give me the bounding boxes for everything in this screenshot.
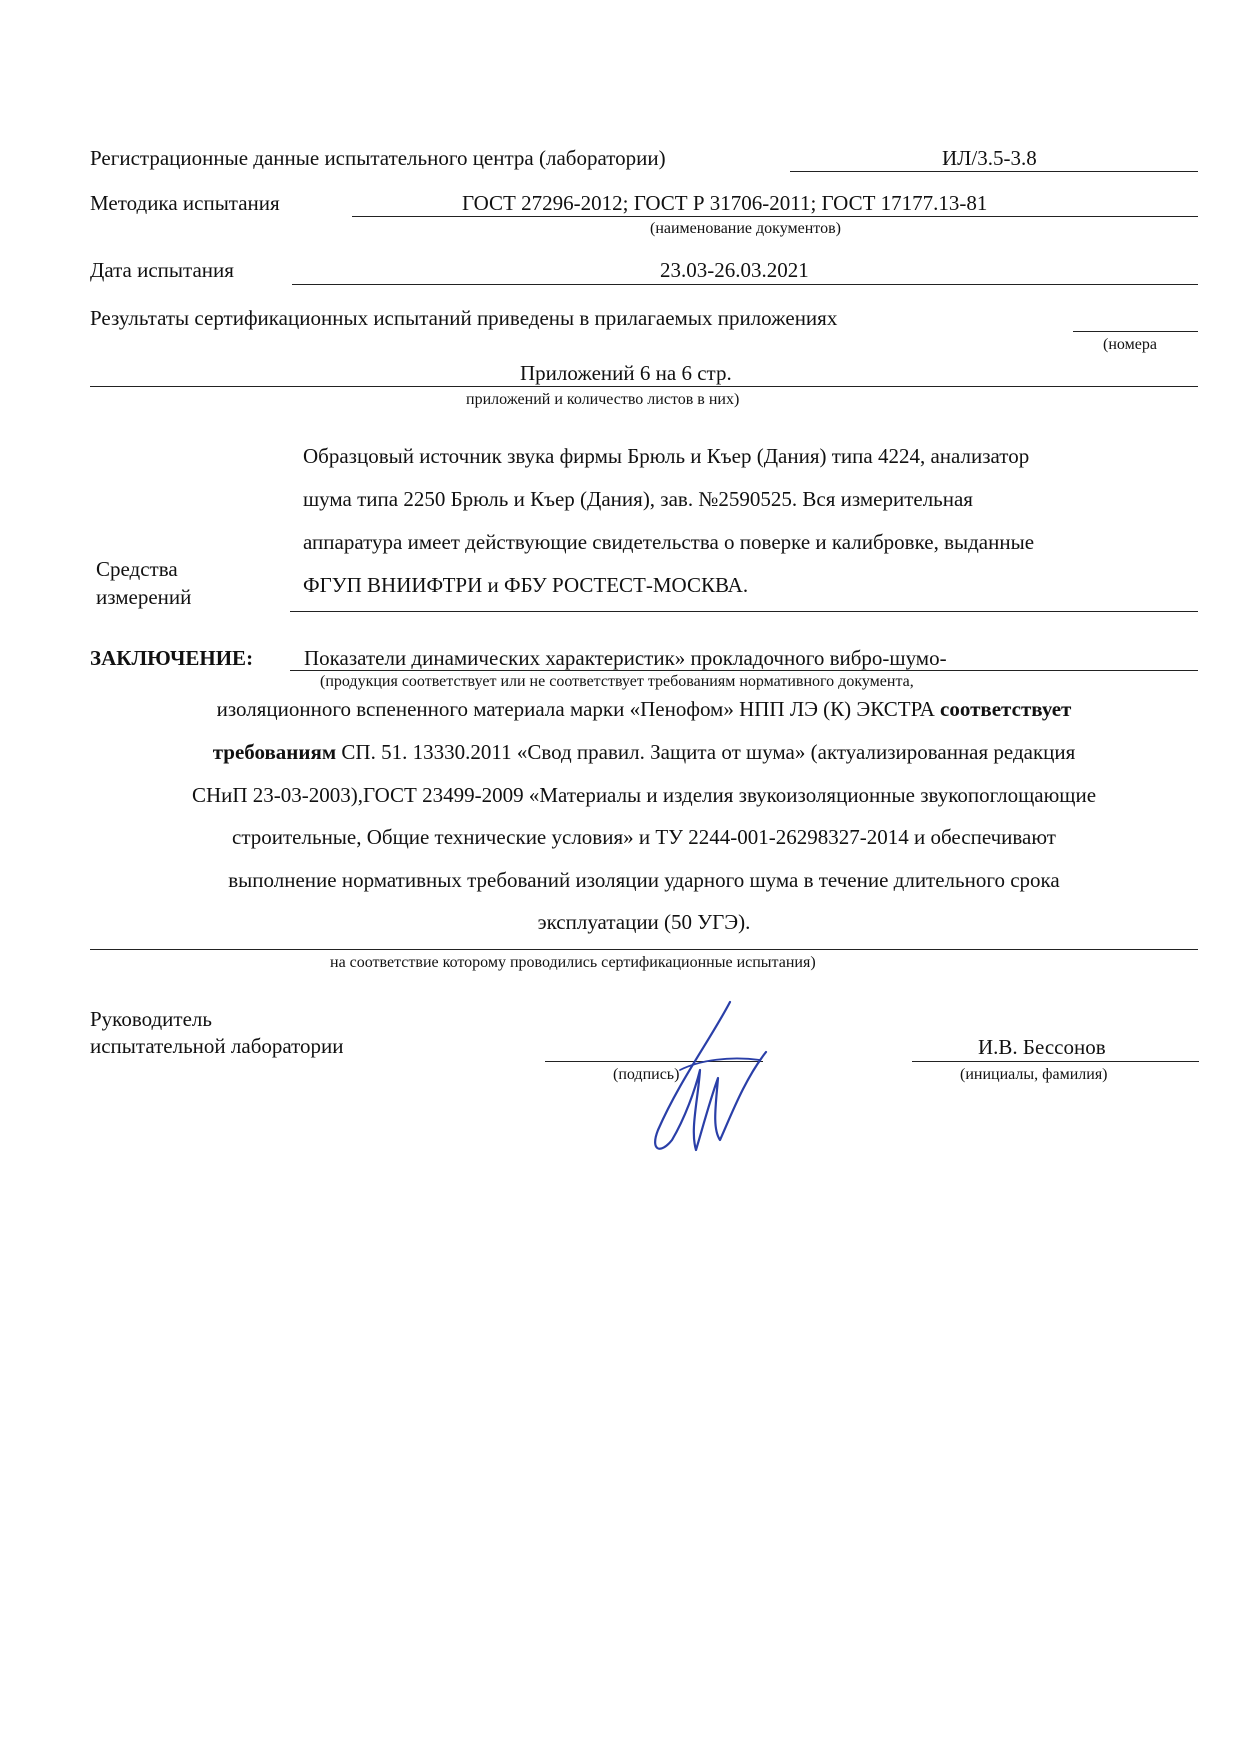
method-value: ГОСТ 27296-2012; ГОСТ Р 31706-2011; ГОСТ 17177.13-81	[462, 191, 988, 215]
signatory-role-2: испытательной лаборатории	[90, 1034, 344, 1058]
registration-label: Регистрационные данные испытательного центра (лаборатории)	[90, 146, 666, 170]
registration-value: ИЛ/3.5-3.8	[942, 146, 1037, 170]
results-value: Приложений 6 на 6 стр.	[520, 361, 732, 385]
signature-caption: (подпись)	[613, 1066, 680, 1083]
measurement-label-1: Средства	[96, 557, 178, 581]
results-underline	[90, 386, 1198, 387]
conclusion-heading: ЗАКЛЮЧЕНИЕ:	[90, 646, 254, 670]
measurement-line-1: Образцовый источник звука фирмы Брюль и Къер (Дания) типа 4224, анализатор	[303, 444, 1030, 468]
test-date-value: 23.03-26.03.2021	[660, 258, 809, 282]
signatory-name: И.В. Бессонов	[978, 1035, 1106, 1059]
conclusion-line-7: эксплуатации (50 УГЭ).	[537, 910, 751, 934]
measurement-underline	[290, 611, 1198, 612]
method-underline	[352, 216, 1198, 217]
registration-underline	[790, 171, 1198, 172]
measurement-line-4: ФГУП ВНИИФТРИ и ФБУ РОСТЕСТ-МОСКВА.	[303, 573, 749, 597]
conclusion-line-6: выполнение нормативных требований изоляции ударного шума в течение длительного срока	[228, 868, 1060, 892]
name-underline	[912, 1061, 1199, 1062]
results-caption-below: приложений и количество листов в них)	[466, 391, 740, 408]
method-label: Методика испытания	[90, 191, 280, 215]
conclusion-first-line: Показатели динамических характеристик» прокладочного вибро-шумо-	[304, 646, 947, 670]
conclusion-caption-top: (продукция соответствует или не соответствует требованиям нормативного документа,	[320, 673, 914, 690]
handwritten-signature	[640, 1000, 780, 1160]
conclusion-line-2: изоляционного вспененного материала марки «Пенофом» НПП ЛЭ (К) ЭКСТРА соответствует	[216, 697, 1072, 721]
signatory-role-1: Руководитель	[90, 1007, 212, 1031]
conclusion-caption-bottom: на соответствие которому проводились сертификационные испытания)	[330, 954, 816, 971]
results-text: Результаты сертификационных испытаний приведены в прилагаемых приложениях	[90, 306, 838, 330]
conclusion-line-5: строительные, Общие технические условия» и ТУ 2244-001-26298327-2014 и обеспечивают	[232, 825, 1056, 849]
test-date-label: Дата испытания	[90, 258, 234, 282]
conclusion-line-4: СНиП 23-03-2003),ГОСТ 23499-2009 «Материалы и изделия звукоизоляционные звукопоглощающие	[191, 783, 1097, 807]
name-caption: (инициалы, фамилия)	[960, 1066, 1108, 1083]
results-short-underline	[1073, 331, 1198, 332]
measurement-line-2: шума типа 2250 Брюль и Къер (Дания), зав. №2590525. Вся измерительная	[303, 487, 973, 511]
results-caption-right: (номера	[1103, 336, 1157, 353]
conclusion-line-3: требованиям СП. 51. 13330.2011 «Свод правил. Защита от шума» (актуализированная редакция	[212, 740, 1076, 764]
measurement-label-2: измерений	[96, 585, 192, 609]
measurement-line-3: аппаратура имеет действующие свидетельства о поверке и калибровке, выданные	[303, 530, 1035, 554]
test-date-underline	[292, 284, 1198, 285]
method-caption: (наименование документов)	[650, 220, 841, 237]
conclusion-underline	[90, 949, 1198, 950]
